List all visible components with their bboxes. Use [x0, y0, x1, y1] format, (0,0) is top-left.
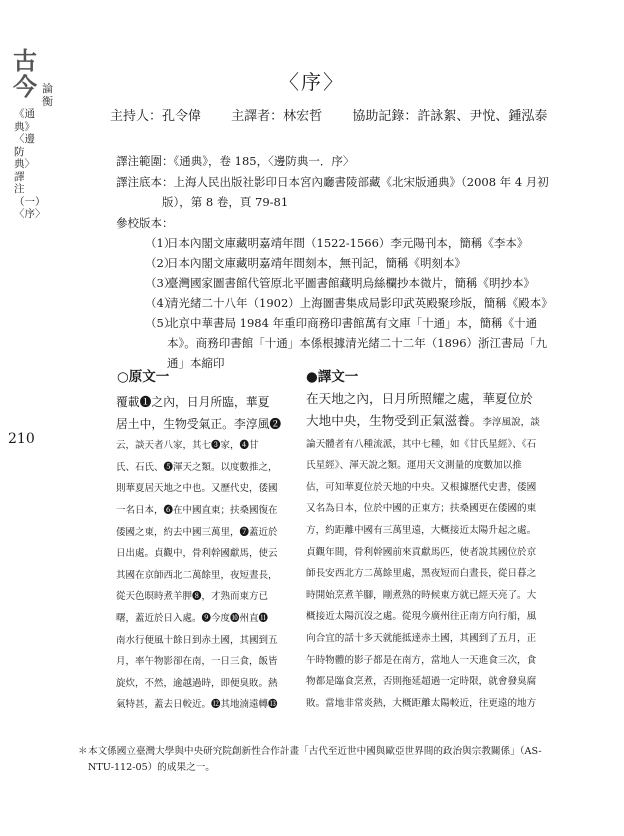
assistants-credit: 協助記錄：許詠絮、尹悅、鍾泓泰 [352, 109, 548, 124]
reference-number: （3） [145, 276, 176, 290]
original-line: 曙，蓋近於日入處。❾今度❿州直⓫ [116, 612, 269, 624]
reference-number: （4） [145, 296, 176, 310]
journal-logo-subtitle: 論衡 [42, 82, 53, 108]
base-label: 譯注底本： [116, 175, 174, 189]
reference-item [145, 273, 555, 293]
footnote-mark: ＊ [78, 746, 88, 757]
original-line: 氣特甚，蓋去日較近。⓬其地湳遠轉⓭ [116, 699, 278, 711]
page-title: 〈序〉 [279, 70, 345, 94]
original-text [116, 392, 288, 716]
original-line: 云，談天者八家，其七❸家，❹甘 [116, 440, 259, 452]
footnote [78, 744, 550, 776]
original-line: 南水行便風十餘日到赤土國，其國到五 [116, 634, 278, 646]
translation-line: 向合宜的話十多天就能抵達赤土國，其國到了五月，正 [306, 632, 537, 644]
original-line: 居土中，生物受氣正。李淳風❷ [116, 416, 282, 431]
translation-heading: ●譯文一 [306, 369, 359, 385]
reference-text: 清光緒二十八年（1902）上海圖書集成局影印武英殿聚珍版，簡稱《殿本》 [167, 296, 553, 310]
original-line: 其國在京師西北二萬餘里，夜短晝長， [116, 569, 278, 581]
reference-text: 日本內閣文庫藏明嘉靖年間刻本，無刊記，簡稱《明刻本》 [167, 256, 466, 270]
translation-scope [116, 151, 556, 171]
credits-line [110, 105, 573, 124]
reference-number: （1） [145, 236, 176, 250]
translation-line [306, 410, 554, 434]
translator-credit: 主譯者：林宏哲 [231, 109, 323, 124]
reference-item [145, 233, 555, 253]
reference-number: （5） [145, 316, 176, 330]
reference-item [145, 293, 555, 313]
original-line: 氏、石氏、❺渾天之類。以度數推之， [116, 461, 278, 473]
host-credit: 主持人：孔令偉 [110, 109, 202, 124]
translation-lead-tail: 李淳風說，談 [482, 416, 540, 428]
translation-line: 論天體者有八種流派，其中七種，如《甘氏星經》、《石 [306, 438, 537, 450]
translation-line: 貞觀年間，骨利幹國前來貢獻馬匹，使者說其國位於京 [306, 546, 537, 558]
page-number: 210 [8, 431, 35, 447]
original-line: 一名日本，❻在中國直東；扶桑國復在 [116, 504, 278, 516]
reference-item [145, 253, 555, 273]
translation-line: 又名為日本，位於中國的正東方；扶桑國更在倭國的東 [306, 503, 537, 515]
translation-text [306, 388, 554, 714]
translation-line: 師長安西北方二萬餘里處，黑夜短而白晝長，從日暮之 [306, 568, 537, 580]
reference-number: （2） [145, 256, 176, 270]
translation-line: 在天地之內，日月所照耀之處，華夏位於 [306, 391, 533, 406]
scope-label: 譯注範圍： [116, 154, 174, 168]
scope-value: 《通典》，卷 185，〈邊防典一．序〉 [173, 154, 355, 168]
running-title: 《通典》〈邊防典〉譯注（一）〈序〉 [14, 108, 46, 220]
reference-text: 日本內閣文庫藏明嘉靖年間（1522-1566）李元陽刊本，簡稱《李本》 [167, 236, 529, 250]
references-title: 參校版本： [116, 216, 174, 230]
journal-logo: 古今 [13, 46, 37, 101]
translation-line: 午時物體的影子都是在南方，當地人一天進食三次，食 [306, 654, 537, 666]
translation-lead-text: 大地中央，生物受到正氣滋養。 [306, 412, 483, 428]
footnote-text: 本文係國立臺灣大學與中央研究院創新性合作計畫「古代至近世中國與歐亞世界間的政治與宗教關係」（AS-NTU-112-05）的成果之一。 [88, 746, 542, 773]
original-line: 旋炊，不然，逾越過時，即便臭敗。熱 [116, 677, 278, 689]
original-text-heading: ○原文一 [117, 369, 170, 385]
translation-line: 物都是臨食烹煮，否則拖延超過一定時限，就會發臭腐 [306, 676, 537, 688]
base-value: 上海人民出版社影印日本宮內廳書陵部藏《北宋版通典》（2008 年 4 月初版），第 8 卷，頁 79-81 [162, 175, 549, 209]
original-line: 日出處。貞觀中，骨利幹國獻馬，使云 [116, 548, 278, 560]
base-text [116, 172, 556, 212]
reference-text: 北京中華書局 1984 年重印商務印書館萬有文庫「十通」本，簡稱《十通本》。商務印書館「十通」本係根據清光緒二十二年（1896）浙江書局「九通」本縮印 [167, 316, 548, 370]
translation-line: 方，約距離中國有三萬里遠，大概接近太陽升起之處。 [306, 524, 537, 536]
translation-line: 估，可知華夏位於天地的中央。又根據歷代史書，倭國 [306, 481, 537, 493]
original-line: 月，率午物影卻在南，一日三食，飯皆 [116, 656, 278, 668]
original-line: 倭國之東，約去中國三萬里，❼蓋近於 [116, 526, 278, 538]
original-line: 從天色暝時煮羊胛❽，才熟而東方已 [116, 591, 269, 603]
translation-line: 敗。當地非常炎熱，大概距離太陽較近，往更遠的地方 [306, 697, 537, 709]
original-line: 覆載❶之內，日月所臨，華夏 [116, 395, 270, 409]
reference-text: 臺灣國家圖書館代管原北平圖書館藏明烏絲欄抄本微片，簡稱《明抄本》 [167, 276, 535, 290]
translation-line: 概接近太陽沉沒之處。從現今廣州往正南方向行船，風 [306, 611, 537, 623]
translation-line: 時開始烹煮羊腳，剛煮熟的時候東方就已經天亮了。大 [306, 589, 537, 601]
translation-line: 氏星經》、渾天說之類。運用天文測量的度數加以推 [306, 460, 522, 472]
original-line: 則華夏居天地之中也。又歷代史，倭國 [116, 483, 278, 495]
reference-item [145, 313, 555, 373]
